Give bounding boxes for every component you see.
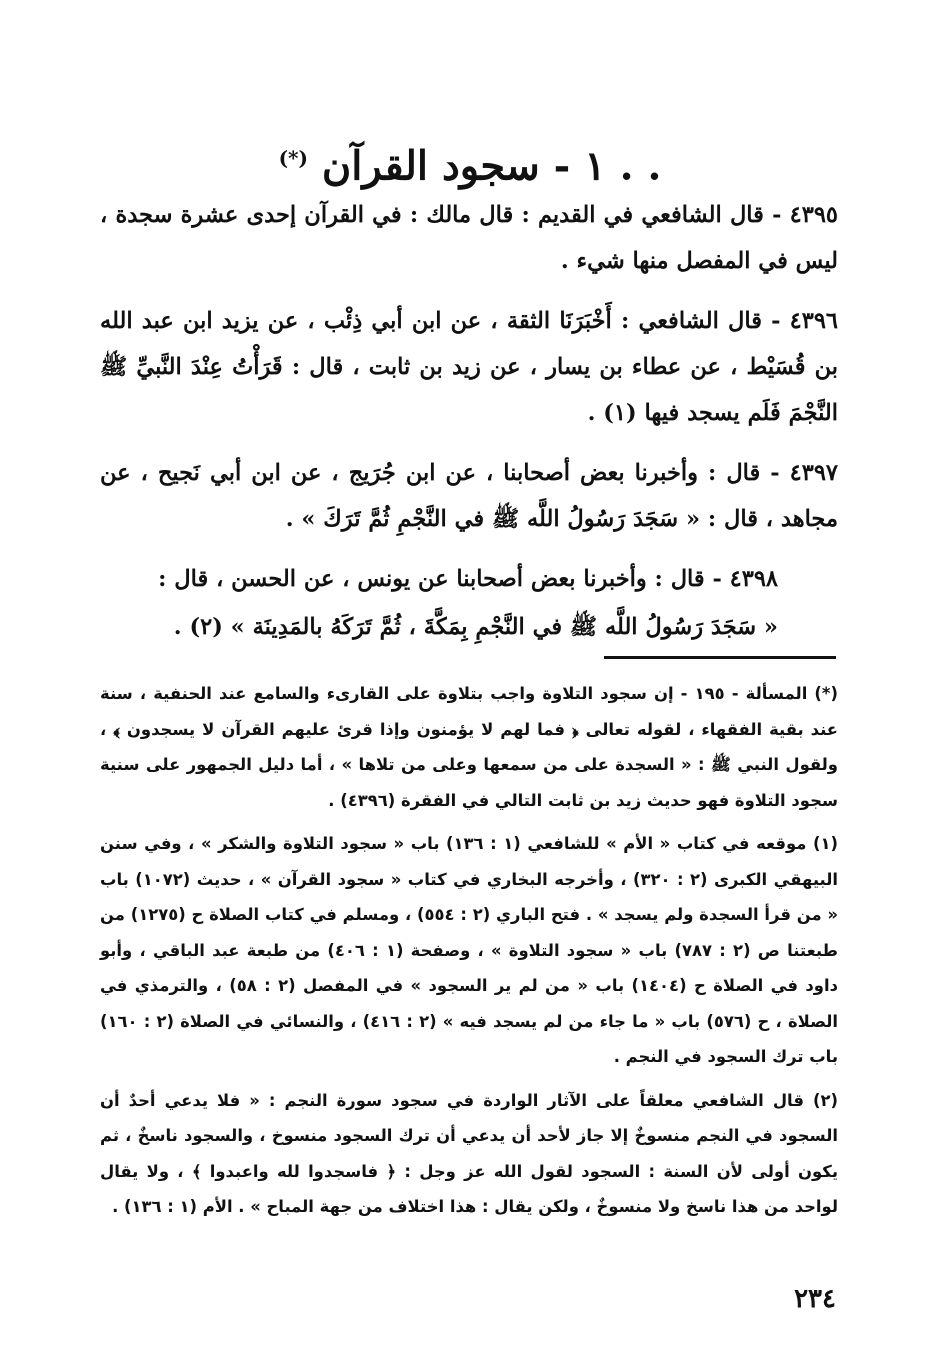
paragraph-4398-quote: « سَجَدَ رَسُولُ اللَّه ﷺ في النَّجْمِ بِمَكَّةَ ، ثُمَّ تَرَكَهُ بالمَدِينَة » (٢) . — [173, 614, 778, 640]
footnote-1: (١) موقعه في كتاب « الأم » للشافعي (١ : ١٣٦) باب « سجود التلاوة والشكر » ، وفي سنن البيهقي الكبرى (٢ : ٣٢٠) ، وأخرجه البخاري في كتاب « سجود القرآن » ، حديث (١٠٧٢) باب « من قرأ السجدة ولم يسجد » . فتح الباري (٢ : ٥٥٤) ، ومسلم في كتاب الصلاة ح (١٢٧٥) من طبعتنا ص (٢ : ٧٨٧) باب « سجود التلاوة » ، وصفحة (١ : ٤٠٦) من طبعة عبد الباقي ، وأبو داود في الصلاة ح (١٤٠٤) باب « من لم ير السجود » في المفصل (٢ : ٥٨) ، والترمذي في الصلاة ، ح (٥٧٦) باب « ما جاء من لم يسجد فيه » (٢ : ٤١٦) ، والنسائي في الصلاة (٢ : ١٦٠) باب ترك السجود في النجم . — [100, 834, 839, 1066]
footnote-marker: (*) — [278, 146, 308, 170]
chapter-heading — [90, 128, 850, 196]
footnote-divider — [604, 656, 836, 659]
main-text — [100, 192, 838, 664]
paragraph-4395: ٤٣٩٥ - قال الشافعي في القديم : قال مالك : في القرآن إحدى عشرة سجدة ، ليس في المفصل منها شيء . — [100, 202, 838, 274]
paragraph-4398: ٤٣٩٨ - قال : وأخبرنا بعض أصحابنا عن يونس ، عن الحسن ، قال : — [158, 566, 778, 592]
paragraph-4396: ٤٣٩٦ - قال الشافعي : أَخْبَرَنَا الثقة ، عن ابن أبي ذِئْب ، عن يزيد ابن عبد الله بن قُسَيْط ، عن عطاء بن يسار ، عن زيد بن ثابت ، قال : قَرَأْتُ عِنْدَ النَّبيِّ ﷺ النَّجْمَ فَلَم يسجد فيها (١) . — [100, 308, 838, 426]
page-number: ٢٣٤ — [794, 1284, 836, 1314]
footnote-2: (٢) قال الشافعي معلقاً على الآثار الواردة في سجود سورة النجم : « فلا يدعي أحدٌ أن السجود في النجم منسوخٌ إلا جاز لأحد أن يدعي أن ترك السجود منسوخ ، والسجود ناسخٌ ، ثم يكون أولى لأن السنة : السجود لقول الله عز وجل : ﴿ فاسجدوا لله واعبدوا ﴾ ، ولا يقال لواحد من هذا ناسخ ولا منسوخٌ ، ولكن يقال : هذا اختلاف من جهة المباح » . الأم (١ : ١٣٦) . — [100, 1090, 838, 1216]
chapter-title: . . ١ - سجود القرآن — [321, 142, 662, 190]
footnotes-section — [100, 676, 838, 1233]
footnote-star: (*) المسألة - ١٩٥ - إن سجود التلاوة واجب بتلاوة على القارىء والسامع عند الحنفية ، سنة عند بقية الفقهاء ، لقوله تعالى ﴿ فما لهم لا يؤمنون وإذا قرئ عليهم القرآن لا يسجدون ﴾ ، ولقول النبي ﷺ : « السجدة على من سمعها وعلى من تلاها » ، أما دليل الجمهور على سنية سجود التلاوة فهو حديث زيد بن ثابت التالي في الفقرة (٤٣٩٦) . — [100, 684, 838, 810]
paragraph-4397: ٤٣٩٧ - قال : وأخبرنا بعض أصحابنا ، عن ابن جُرَيج ، عن ابن أبي نَجيح ، عن مجاهد ، قال : « سَجَدَ رَسُولُ اللَّه ﷺ في النَّجْمِ ثُمَّ تَرَكَ » . — [100, 460, 838, 532]
